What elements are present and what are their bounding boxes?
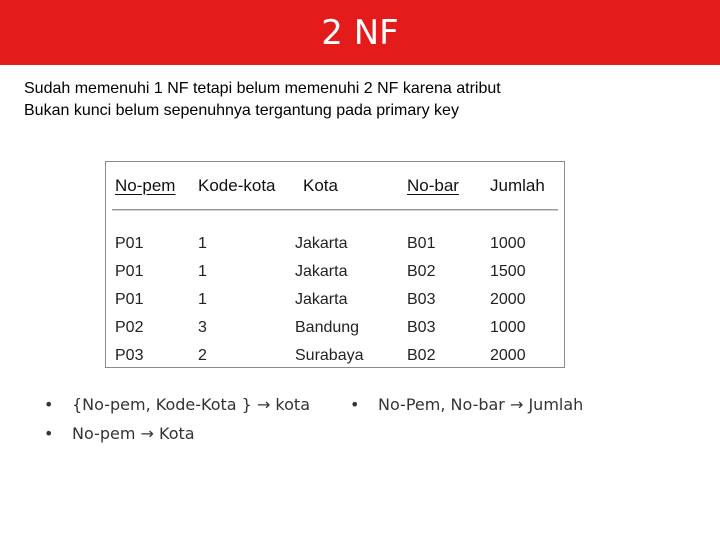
column-header-kode-kota: Kode-kota (198, 176, 276, 195)
cell-kota: Jakarta (295, 235, 348, 252)
cell-kota: Jakarta (295, 263, 348, 280)
cell-kode-kota: 1 (198, 235, 207, 252)
cell-no-pem: P01 (115, 263, 144, 280)
cell-kota: Jakarta (295, 291, 348, 308)
column-header-kota: Kota (303, 176, 338, 195)
table-row (106, 342, 564, 370)
cell-kota: Surabaya (295, 347, 364, 364)
cell-no-pem: P01 (115, 235, 144, 252)
cell-no-bar: B02 (407, 263, 436, 280)
cell-no-pem: P03 (115, 347, 144, 364)
column-header-jumlah: Jumlah (490, 176, 545, 195)
cell-kode-kota: 1 (198, 291, 207, 308)
cell-no-pem: P01 (115, 291, 144, 308)
table-row (106, 230, 564, 258)
bullet-icon: • (44, 395, 54, 414)
cell-no-bar: B03 (407, 319, 436, 336)
list-item (44, 421, 195, 447)
cell-kode-kota: 2 (198, 347, 207, 364)
bullet-icon: • (350, 395, 360, 414)
table-row (106, 314, 564, 342)
table-header-row (106, 172, 564, 200)
page-title: 2 NF (321, 12, 399, 53)
list-item (350, 392, 583, 418)
intro-text (24, 78, 704, 122)
dependency-text: No-Pem, No-bar → Jumlah (378, 395, 584, 414)
column-header-no-pem: No-pem (115, 176, 176, 195)
cell-jumlah: 1000 (490, 235, 526, 252)
relation-table (105, 161, 565, 368)
cell-kode-kota: 3 (198, 319, 207, 336)
cell-no-bar: B03 (407, 291, 436, 308)
table-row (106, 286, 564, 314)
title-bar (0, 0, 720, 65)
dependency-text: {No-pem, Kode-Kota } → kota (72, 395, 310, 414)
dependency-text: No-pem → Kota (72, 424, 195, 443)
list-item (44, 392, 310, 418)
cell-jumlah: 1000 (490, 319, 526, 336)
intro-line-1: Sudah memenuhi 1 NF tetapi belum memenuhi 2 NF karena atribut (24, 80, 501, 97)
cell-jumlah: 2000 (490, 291, 526, 308)
cell-no-bar: B01 (407, 235, 436, 252)
cell-jumlah: 2000 (490, 347, 526, 364)
bullet-icon: • (44, 424, 54, 443)
cell-no-bar: B02 (407, 347, 436, 364)
header-divider (112, 209, 558, 210)
cell-jumlah: 1500 (490, 263, 526, 280)
cell-kode-kota: 1 (198, 263, 207, 280)
cell-no-pem: P02 (115, 319, 144, 336)
cell-kota: Bandung (295, 319, 360, 336)
intro-line-2: Bukan kunci belum sepenuhnya tergantung pada primary key (24, 102, 459, 119)
column-header-no-bar: No-bar (407, 176, 459, 195)
table-row (106, 258, 564, 286)
